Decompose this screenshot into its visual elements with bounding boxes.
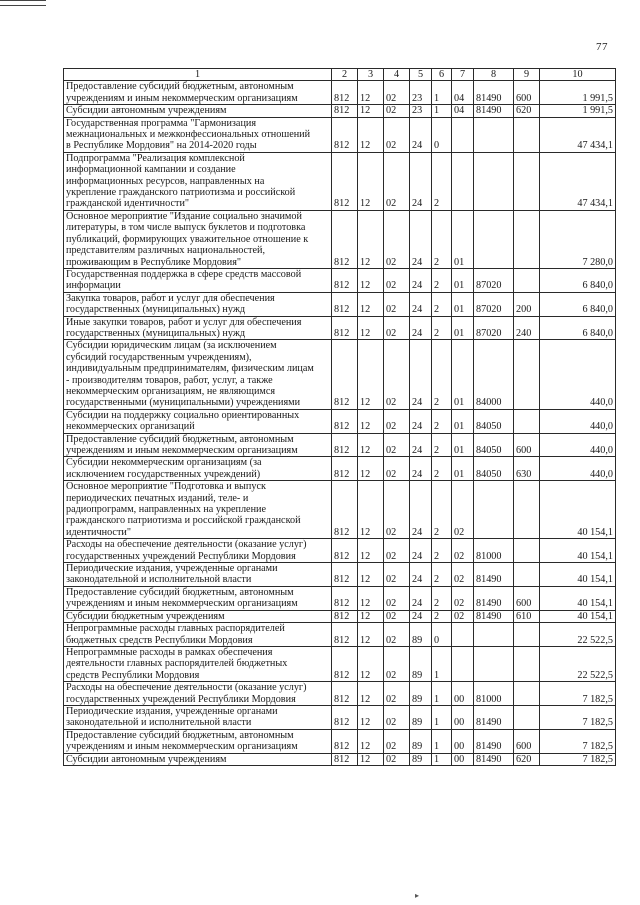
expense-name-cell: Иные закупки товаров, работ и услуг для обеспечения государственных (муниципальных) нужд — [64, 316, 332, 340]
program-code-cell: 24 — [410, 152, 432, 210]
table-row — [64, 705, 616, 729]
header-cell: 3 — [358, 69, 384, 81]
subsection-code-cell: 02 — [384, 753, 410, 765]
ministry-code-cell: 812 — [332, 117, 358, 152]
expense-name-cell: Предоставление субсидий бюджетным, автономным учреждениям и иным некоммерческим организациям — [64, 729, 332, 753]
ministry-code-cell: 812 — [332, 409, 358, 433]
header-cell: 4 — [384, 69, 410, 81]
subprogram-code-cell: 1 — [432, 753, 452, 765]
amount-cell: 7 182,5 — [540, 682, 616, 706]
activity-code-cell: 02 — [452, 481, 474, 539]
header-cell: 10 — [540, 69, 616, 81]
section-code-cell: 12 — [358, 268, 384, 292]
subsection-code-cell: 02 — [384, 81, 410, 105]
corner-mark — [0, 0, 46, 6]
header-cell: 8 — [474, 69, 514, 81]
subsection-code-cell: 02 — [384, 152, 410, 210]
amount-cell: 40 154,1 — [540, 610, 616, 622]
program-code-cell: 24 — [410, 563, 432, 587]
expense-type-code-cell — [514, 268, 540, 292]
direction-code-cell — [474, 623, 514, 647]
subprogram-code-cell: 0 — [432, 623, 452, 647]
activity-code-cell: 02 — [452, 610, 474, 622]
amount-cell: 1 991,5 — [540, 105, 616, 117]
activity-code-cell: 00 — [452, 682, 474, 706]
table-row — [64, 623, 616, 647]
section-code-cell: 12 — [358, 729, 384, 753]
subsection-code-cell: 02 — [384, 210, 410, 268]
expense-name-cell: Непрограммные расходы главных распорядителей бюджетных средств Республики Мордовия — [64, 623, 332, 647]
amount-cell: 40 154,1 — [540, 586, 616, 610]
activity-code-cell: 01 — [452, 409, 474, 433]
activity-code-cell: 04 — [452, 105, 474, 117]
subsection-code-cell: 02 — [384, 705, 410, 729]
expense-type-code-cell — [514, 705, 540, 729]
subsection-code-cell: 02 — [384, 586, 410, 610]
amount-cell: 1 991,5 — [540, 81, 616, 105]
ministry-code-cell: 812 — [332, 682, 358, 706]
table-row — [64, 563, 616, 587]
subprogram-code-cell: 2 — [432, 481, 452, 539]
expense-type-code-cell: 240 — [514, 316, 540, 340]
program-code-cell: 24 — [410, 610, 432, 622]
program-code-cell: 89 — [410, 646, 432, 681]
subprogram-code-cell: 2 — [432, 433, 452, 457]
section-code-cell: 12 — [358, 682, 384, 706]
subprogram-code-cell: 2 — [432, 610, 452, 622]
expense-name-cell: Субсидии юридическим лицам (за исключением субсидий государственным учреждениям), индивидуальным предпринимателям, физическим лицам - производителям товаров, работ, услуг, а также некоммерческим организациям, не являющимся государственными (муниципальными) учреждениями — [64, 340, 332, 409]
subprogram-code-cell: 2 — [432, 563, 452, 587]
amount-cell: 40 154,1 — [540, 481, 616, 539]
expense-type-code-cell: 600 — [514, 433, 540, 457]
subprogram-code-cell: 1 — [432, 729, 452, 753]
subsection-code-cell: 02 — [384, 481, 410, 539]
expense-name-cell: Периодические издания, учрежденные органами законодательной и исполнительной власти — [64, 563, 332, 587]
expense-type-code-cell: 610 — [514, 610, 540, 622]
section-code-cell: 12 — [358, 563, 384, 587]
activity-code-cell: 01 — [452, 457, 474, 481]
expense-name-cell: Непрограммные расходы в рамках обеспечения деятельности главных распорядителей бюджетных средств Республики Мордовия — [64, 646, 332, 681]
subsection-code-cell: 02 — [384, 623, 410, 647]
table-row — [64, 610, 616, 622]
page-number: 77 — [596, 41, 608, 53]
table-row — [64, 646, 616, 681]
subprogram-code-cell: 0 — [432, 117, 452, 152]
expense-name-cell: Предоставление субсидий бюджетным, автономным учреждениям и иным некоммерческим организациям — [64, 81, 332, 105]
expense-name-cell: Расходы на обеспечение деятельности (оказание услуг) государственных учреждений Республики Мордовия — [64, 539, 332, 563]
program-code-cell: 24 — [410, 409, 432, 433]
subprogram-code-cell: 1 — [432, 646, 452, 681]
amount-cell: 47 434,1 — [540, 117, 616, 152]
section-code-cell: 12 — [358, 539, 384, 563]
expense-type-code-cell — [514, 340, 540, 409]
table-row — [64, 152, 616, 210]
activity-code-cell — [452, 646, 474, 681]
subsection-code-cell: 02 — [384, 646, 410, 681]
ministry-code-cell: 812 — [332, 646, 358, 681]
section-code-cell: 12 — [358, 586, 384, 610]
ministry-code-cell: 812 — [332, 268, 358, 292]
stray-mark: ▸ — [415, 891, 420, 900]
direction-code-cell — [474, 481, 514, 539]
amount-cell: 440,0 — [540, 433, 616, 457]
direction-code-cell — [474, 117, 514, 152]
subprogram-code-cell: 1 — [432, 105, 452, 117]
ministry-code-cell: 812 — [332, 623, 358, 647]
expense-type-code-cell: 630 — [514, 457, 540, 481]
expense-type-code-cell — [514, 210, 540, 268]
amount-cell: 7 280,0 — [540, 210, 616, 268]
section-code-cell: 12 — [358, 457, 384, 481]
activity-code-cell: 01 — [452, 340, 474, 409]
program-code-cell: 24 — [410, 457, 432, 481]
section-code-cell: 12 — [358, 292, 384, 316]
subprogram-code-cell: 2 — [432, 152, 452, 210]
expense-name-cell: Подпрограмма "Реализация комплексной информационной кампании и создание информационных ресурсов, направленных на укрепление гражданского патриотизма и российской гражданской идентичности" — [64, 152, 332, 210]
direction-code-cell — [474, 210, 514, 268]
table-row — [64, 117, 616, 152]
direction-code-cell: 87020 — [474, 268, 514, 292]
subprogram-code-cell: 1 — [432, 81, 452, 105]
ministry-code-cell: 812 — [332, 705, 358, 729]
program-code-cell: 24 — [410, 340, 432, 409]
expense-name-cell: Государственная поддержка в сфере средств массовой информации — [64, 268, 332, 292]
amount-cell: 40 154,1 — [540, 563, 616, 587]
subprogram-code-cell: 1 — [432, 705, 452, 729]
expense-name-cell: Субсидии некоммерческим организациям (за исключением государственных учреждений) — [64, 457, 332, 481]
ministry-code-cell: 812 — [332, 610, 358, 622]
direction-code-cell: 81490 — [474, 729, 514, 753]
section-code-cell: 12 — [358, 705, 384, 729]
expense-type-code-cell: 200 — [514, 292, 540, 316]
header-cell: 9 — [514, 69, 540, 81]
activity-code-cell: 02 — [452, 539, 474, 563]
ministry-code-cell: 812 — [332, 340, 358, 409]
amount-cell: 440,0 — [540, 340, 616, 409]
program-code-cell: 24 — [410, 292, 432, 316]
expense-type-code-cell: 600 — [514, 729, 540, 753]
ministry-code-cell: 812 — [332, 152, 358, 210]
direction-code-cell: 81490 — [474, 586, 514, 610]
table-row — [64, 682, 616, 706]
expense-name-cell: Предоставление субсидий бюджетным, автономным учреждениям и иным некоммерческим организациям — [64, 586, 332, 610]
activity-code-cell: 01 — [452, 316, 474, 340]
direction-code-cell: 87020 — [474, 316, 514, 340]
direction-code-cell: 81000 — [474, 682, 514, 706]
table-row — [64, 105, 616, 117]
section-code-cell: 12 — [358, 117, 384, 152]
subsection-code-cell: 02 — [384, 682, 410, 706]
amount-cell: 22 522,5 — [540, 623, 616, 647]
expense-type-code-cell — [514, 409, 540, 433]
subsection-code-cell: 02 — [384, 268, 410, 292]
amount-cell: 6 840,0 — [540, 316, 616, 340]
direction-code-cell: 81490 — [474, 81, 514, 105]
activity-code-cell — [452, 117, 474, 152]
subprogram-code-cell: 2 — [432, 586, 452, 610]
table-row — [64, 433, 616, 457]
subprogram-code-cell: 2 — [432, 340, 452, 409]
table-row — [64, 210, 616, 268]
direction-code-cell: 81490 — [474, 753, 514, 765]
section-code-cell: 12 — [358, 105, 384, 117]
direction-code-cell: 81490 — [474, 563, 514, 587]
table-row — [64, 729, 616, 753]
subprogram-code-cell: 1 — [432, 682, 452, 706]
expense-name-cell: Субсидии бюджетным учреждениям — [64, 610, 332, 622]
table-header-row — [64, 69, 616, 81]
amount-cell: 47 434,1 — [540, 152, 616, 210]
subsection-code-cell: 02 — [384, 729, 410, 753]
table-row — [64, 316, 616, 340]
ministry-code-cell: 812 — [332, 729, 358, 753]
direction-code-cell: 81490 — [474, 705, 514, 729]
activity-code-cell: 00 — [452, 705, 474, 729]
ministry-code-cell: 812 — [332, 563, 358, 587]
amount-cell: 22 522,5 — [540, 646, 616, 681]
section-code-cell: 12 — [358, 210, 384, 268]
program-code-cell: 24 — [410, 316, 432, 340]
table-row — [64, 753, 616, 765]
header-cell: 2 — [332, 69, 358, 81]
section-code-cell: 12 — [358, 316, 384, 340]
ministry-code-cell: 812 — [332, 292, 358, 316]
expense-name-cell: Закупка товаров, работ и услуг для обеспечения государственных (муниципальных) нужд — [64, 292, 332, 316]
activity-code-cell: 01 — [452, 268, 474, 292]
amount-cell: 40 154,1 — [540, 539, 616, 563]
section-code-cell: 12 — [358, 753, 384, 765]
subprogram-code-cell: 2 — [432, 268, 452, 292]
table-row — [64, 586, 616, 610]
amount-cell: 6 840,0 — [540, 268, 616, 292]
expense-name-cell: Периодические издания, учрежденные органами законодательной и исполнительной власти — [64, 705, 332, 729]
subprogram-code-cell: 2 — [432, 409, 452, 433]
header-cell: 6 — [432, 69, 452, 81]
program-code-cell: 23 — [410, 81, 432, 105]
amount-cell: 7 182,5 — [540, 753, 616, 765]
program-code-cell: 89 — [410, 705, 432, 729]
ministry-code-cell: 812 — [332, 210, 358, 268]
expense-type-code-cell — [514, 481, 540, 539]
program-code-cell: 24 — [410, 268, 432, 292]
program-code-cell: 89 — [410, 753, 432, 765]
activity-code-cell — [452, 623, 474, 647]
expense-name-cell: Основное мероприятие "Подготовка и выпуск периодических печатных изданий, теле- и радиопрограмм, направленных на укрепление гражданского патриотизма и российской гражданской идентичности" — [64, 481, 332, 539]
expense-name-cell: Субсидии автономным учреждениям — [64, 105, 332, 117]
subprogram-code-cell: 2 — [432, 539, 452, 563]
section-code-cell: 12 — [358, 646, 384, 681]
subsection-code-cell: 02 — [384, 340, 410, 409]
section-code-cell: 12 — [358, 81, 384, 105]
section-code-cell: 12 — [358, 623, 384, 647]
ministry-code-cell: 812 — [332, 539, 358, 563]
subprogram-code-cell: 2 — [432, 292, 452, 316]
program-code-cell: 89 — [410, 623, 432, 647]
budget-table — [63, 68, 616, 766]
direction-code-cell: 87020 — [474, 292, 514, 316]
expense-name-cell: Субсидии на поддержку социально ориентированных некоммерческих организаций — [64, 409, 332, 433]
subsection-code-cell: 02 — [384, 433, 410, 457]
direction-code-cell: 84050 — [474, 433, 514, 457]
header-cell: 7 — [452, 69, 474, 81]
expense-name-cell: Основное мероприятие "Издание социально значимой литературы, в том числе выпуск буклетов и подготовка публикаций, формирующих уважительное отношение к представителям различных национальностей, проживающим в Республике Мордовия" — [64, 210, 332, 268]
section-code-cell: 12 — [358, 433, 384, 457]
expense-type-code-cell: 600 — [514, 81, 540, 105]
activity-code-cell: 00 — [452, 753, 474, 765]
direction-code-cell: 84050 — [474, 409, 514, 433]
table-row — [64, 292, 616, 316]
subprogram-code-cell: 2 — [432, 457, 452, 481]
expense-type-code-cell — [514, 682, 540, 706]
activity-code-cell: 01 — [452, 210, 474, 268]
expense-name-cell: Расходы на обеспечение деятельности (оказание услуг) государственных учреждений Республики Мордовия — [64, 682, 332, 706]
amount-cell: 7 182,5 — [540, 729, 616, 753]
activity-code-cell: 04 — [452, 81, 474, 105]
direction-code-cell: 84050 — [474, 457, 514, 481]
section-code-cell: 12 — [358, 152, 384, 210]
amount-cell: 7 182,5 — [540, 705, 616, 729]
section-code-cell: 12 — [358, 481, 384, 539]
section-code-cell: 12 — [358, 610, 384, 622]
subprogram-code-cell: 2 — [432, 316, 452, 340]
table-row — [64, 409, 616, 433]
subsection-code-cell: 02 — [384, 539, 410, 563]
activity-code-cell: 01 — [452, 433, 474, 457]
direction-code-cell — [474, 152, 514, 210]
direction-code-cell: 81490 — [474, 610, 514, 622]
table-row — [64, 481, 616, 539]
subsection-code-cell: 02 — [384, 105, 410, 117]
table-body — [64, 81, 616, 766]
ministry-code-cell: 812 — [332, 105, 358, 117]
subprogram-code-cell: 2 — [432, 210, 452, 268]
ministry-code-cell: 812 — [332, 433, 358, 457]
program-code-cell: 24 — [410, 539, 432, 563]
section-code-cell: 12 — [358, 409, 384, 433]
table-row — [64, 539, 616, 563]
program-code-cell: 89 — [410, 682, 432, 706]
ministry-code-cell: 812 — [332, 81, 358, 105]
section-code-cell: 12 — [358, 340, 384, 409]
ministry-code-cell: 812 — [332, 457, 358, 481]
subsection-code-cell: 02 — [384, 292, 410, 316]
subsection-code-cell: 02 — [384, 117, 410, 152]
amount-cell: 440,0 — [540, 457, 616, 481]
activity-code-cell: 02 — [452, 586, 474, 610]
ministry-code-cell: 812 — [332, 316, 358, 340]
program-code-cell: 24 — [410, 433, 432, 457]
expense-type-code-cell — [514, 117, 540, 152]
expense-type-code-cell: 620 — [514, 105, 540, 117]
amount-cell: 440,0 — [540, 409, 616, 433]
expense-type-code-cell — [514, 623, 540, 647]
table-row — [64, 268, 616, 292]
amount-cell: 6 840,0 — [540, 292, 616, 316]
subsection-code-cell: 02 — [384, 563, 410, 587]
subsection-code-cell: 02 — [384, 457, 410, 481]
direction-code-cell: 81000 — [474, 539, 514, 563]
table-row — [64, 457, 616, 481]
activity-code-cell: 01 — [452, 292, 474, 316]
ministry-code-cell: 812 — [332, 586, 358, 610]
direction-code-cell: 81490 — [474, 105, 514, 117]
subsection-code-cell: 02 — [384, 409, 410, 433]
expense-type-code-cell: 600 — [514, 586, 540, 610]
expense-name-cell: Предоставление субсидий бюджетным, автономным учреждениям и иным некоммерческим организациям — [64, 433, 332, 457]
program-code-cell: 23 — [410, 105, 432, 117]
program-code-cell: 24 — [410, 481, 432, 539]
ministry-code-cell: 812 — [332, 481, 358, 539]
expense-type-code-cell — [514, 563, 540, 587]
expense-type-code-cell — [514, 646, 540, 681]
subsection-code-cell: 02 — [384, 316, 410, 340]
header-cell: 5 — [410, 69, 432, 81]
header-cell: 1 — [64, 69, 332, 81]
table-row — [64, 340, 616, 409]
program-code-cell: 24 — [410, 117, 432, 152]
program-code-cell: 24 — [410, 586, 432, 610]
program-code-cell: 89 — [410, 729, 432, 753]
direction-code-cell — [474, 646, 514, 681]
activity-code-cell: 00 — [452, 729, 474, 753]
expense-type-code-cell — [514, 152, 540, 210]
expense-name-cell: Субсидии автономным учреждениям — [64, 753, 332, 765]
table-row — [64, 81, 616, 105]
expense-type-code-cell: 620 — [514, 753, 540, 765]
expense-type-code-cell — [514, 539, 540, 563]
ministry-code-cell: 812 — [332, 753, 358, 765]
direction-code-cell: 84000 — [474, 340, 514, 409]
activity-code-cell: 02 — [452, 563, 474, 587]
expense-name-cell: Государственная программа "Гармонизация межнациональных и межконфессиональных отношений в Республике Мордовия" на 2014-2020 годы — [64, 117, 332, 152]
subsection-code-cell: 02 — [384, 610, 410, 622]
activity-code-cell — [452, 152, 474, 210]
program-code-cell: 24 — [410, 210, 432, 268]
